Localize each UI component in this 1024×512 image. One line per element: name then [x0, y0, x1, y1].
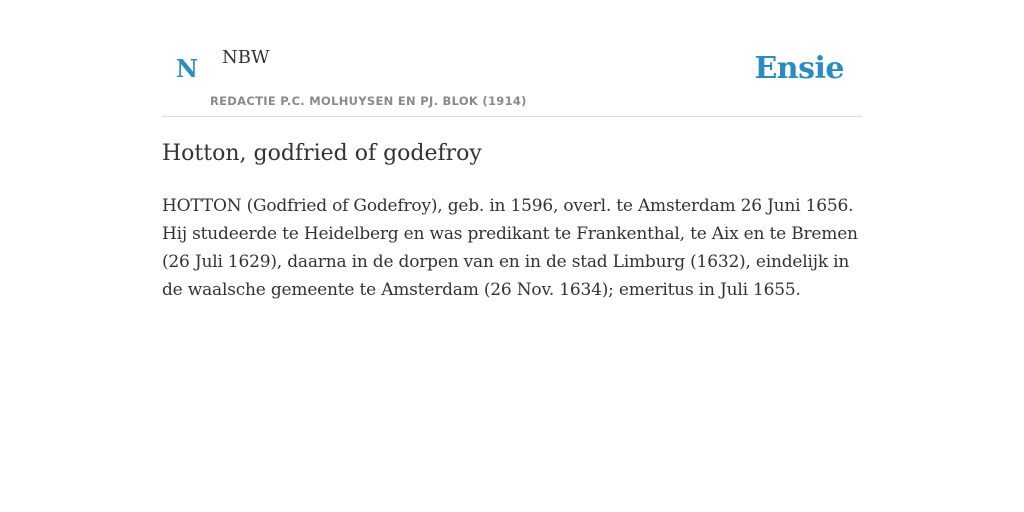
article-body: HOTTON (Godfried of Godefroy), geb. in 1596, overl. te Amsterdam 26 Juni 1656. Hij studeerde te Heidelberg en was predikant te Frankenthal, te Aix en te Bremen (26 Juli 1629), daarna in de dorpen van en in de stad Limburg (1632), eindelijk in de waalsche gemeente te Amsterdam (26 Nov. 1634); emeritus in Juli 1655. [162, 196, 858, 300]
source-subtitle: REDACTIE P.C. MOLHUYSEN EN PJ. BLOK (1914) [210, 94, 527, 108]
page [162, 0, 862, 512]
article-title: Hotton, godfried of godefroy [162, 141, 482, 166]
source-logo[interactable]: N [176, 54, 198, 83]
source-header [162, 0, 862, 117]
brand-logo-link[interactable]: Ensie [754, 51, 844, 86]
source-abbreviation: NBW [222, 47, 270, 68]
